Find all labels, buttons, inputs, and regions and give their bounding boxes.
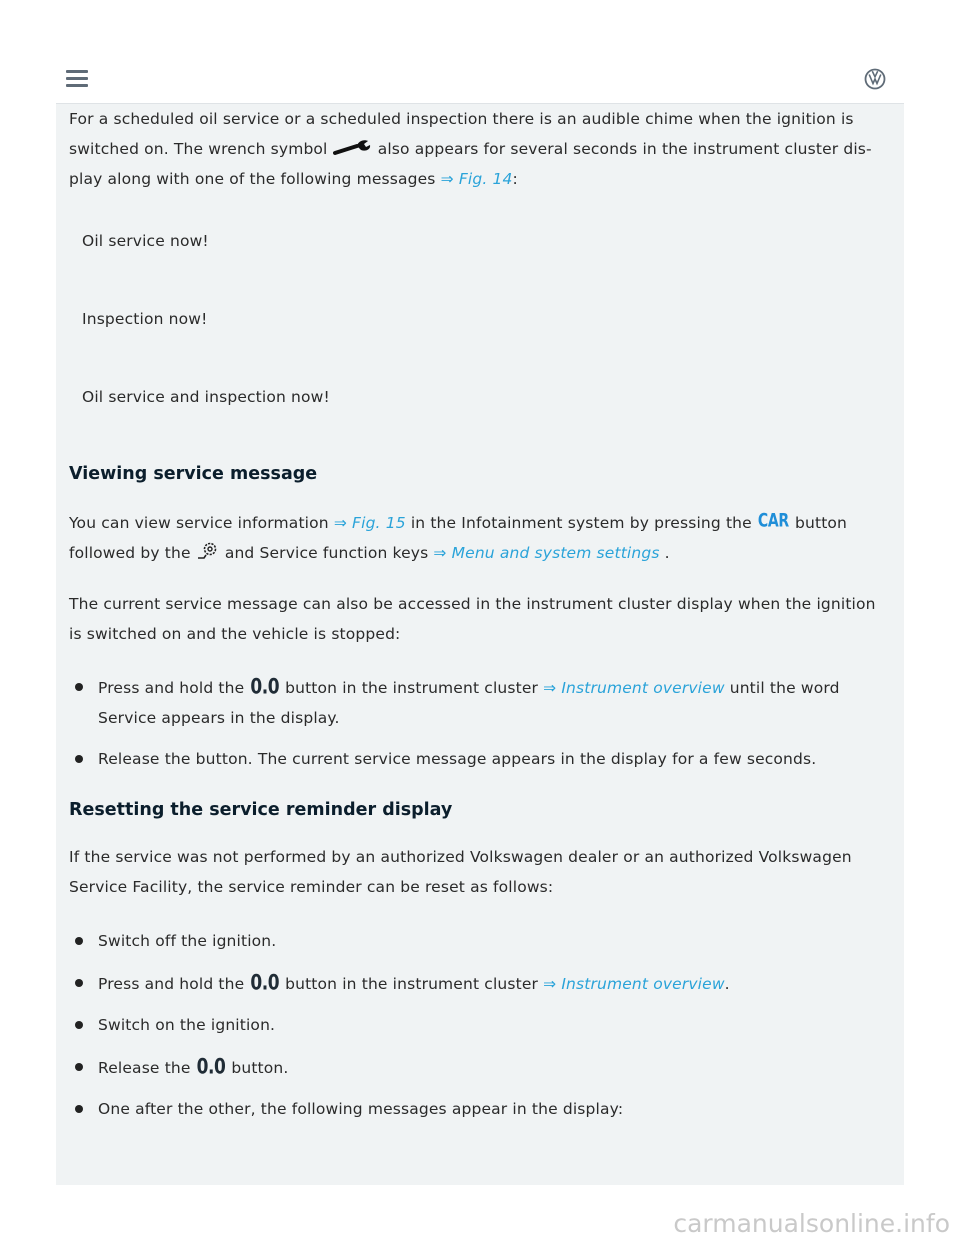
hamburger-menu-icon[interactable] [66, 70, 88, 88]
intro-text-3: : [512, 170, 518, 188]
viewing-text-3: button followed by the [69, 514, 848, 562]
list-item [74, 968, 898, 999]
intro-text-2: also appears for several seconds in the instrument cluster dis-play along with one of the following messages [69, 140, 872, 188]
viewing-paragraph-2: The current service message can also be accessed in the instrument cluster display when the ignition is switched on and the vehicle is stopped: [69, 595, 876, 643]
bullet-text: Press and hold the [98, 679, 245, 697]
list-item: One after the other, the following messages appear in the display: [74, 1094, 898, 1124]
settings-gear-icon [196, 541, 220, 561]
viewing-text-4: and Service function keys [224, 544, 429, 562]
bullet-text: . [724, 975, 730, 993]
section-heading-resetting: Resetting the service reminder display [69, 800, 453, 820]
list-item: Switch off the ignition. [74, 926, 898, 956]
section-heading-viewing: Viewing service message [69, 464, 318, 484]
list-item [74, 672, 898, 733]
bullet-text: button in the instrument cluster [285, 975, 539, 993]
viewing-text-1: You can view service information [69, 514, 329, 532]
list-item: Switch on the ignition. [74, 1010, 898, 1040]
bullet-text: button in the instrument cluster [285, 679, 539, 697]
vw-logo-icon[interactable] [864, 68, 886, 90]
reset-button-icon: 0.0 [250, 674, 280, 700]
bullet-text: button. [231, 1059, 289, 1077]
viewing-text-5: . [664, 544, 670, 562]
instrument-overview-link[interactable]: ⇒ Instrument overview [543, 679, 725, 697]
car-button-icon: CAR [757, 510, 789, 532]
viewing-paragraph-1 [69, 506, 891, 568]
reset-button-icon: 0.0 [196, 1054, 226, 1080]
fig-14-link[interactable]: ⇒ Fig. 14 [440, 170, 513, 188]
bullet-text: Press and hold the [98, 975, 245, 993]
manual-content [56, 104, 904, 1185]
wrench-icon [333, 139, 373, 157]
message-oil-and-inspection: Oil service and inspection now! [82, 388, 330, 406]
intro-paragraph [69, 104, 891, 194]
top-bar [56, 56, 904, 104]
message-oil-service: Oil service now! [82, 232, 209, 250]
bullet-text: until the word Service appears in the display. [98, 679, 840, 727]
reset-button-icon: 0.0 [250, 970, 280, 996]
bullet-text: Release the [98, 1059, 191, 1077]
list-item [74, 1052, 898, 1083]
menu-settings-link[interactable]: ⇒ Menu and system settings [433, 544, 660, 562]
intro-text-1: For a scheduled oil service or a scheduled inspection there is an audible chime when the ignition is switched on. The wrench symbol [69, 110, 854, 158]
viewing-text-2: in the Infotainment system by pressing the [410, 514, 752, 532]
fig-15-link[interactable]: ⇒ Fig. 15 [333, 514, 406, 532]
instrument-overview-link[interactable]: ⇒ Instrument overview [543, 975, 725, 993]
resetting-paragraph: If the service was not performed by an authorized Volkswagen dealer or an authorized Volkswagen Service Facility, the service reminder can be reset as follows: [69, 848, 852, 896]
list-item: Release the button. The current service message appears in the display for a few seconds. [74, 744, 898, 774]
message-inspection: Inspection now! [82, 310, 208, 328]
watermark: carmanualsonline.info [673, 1209, 950, 1238]
